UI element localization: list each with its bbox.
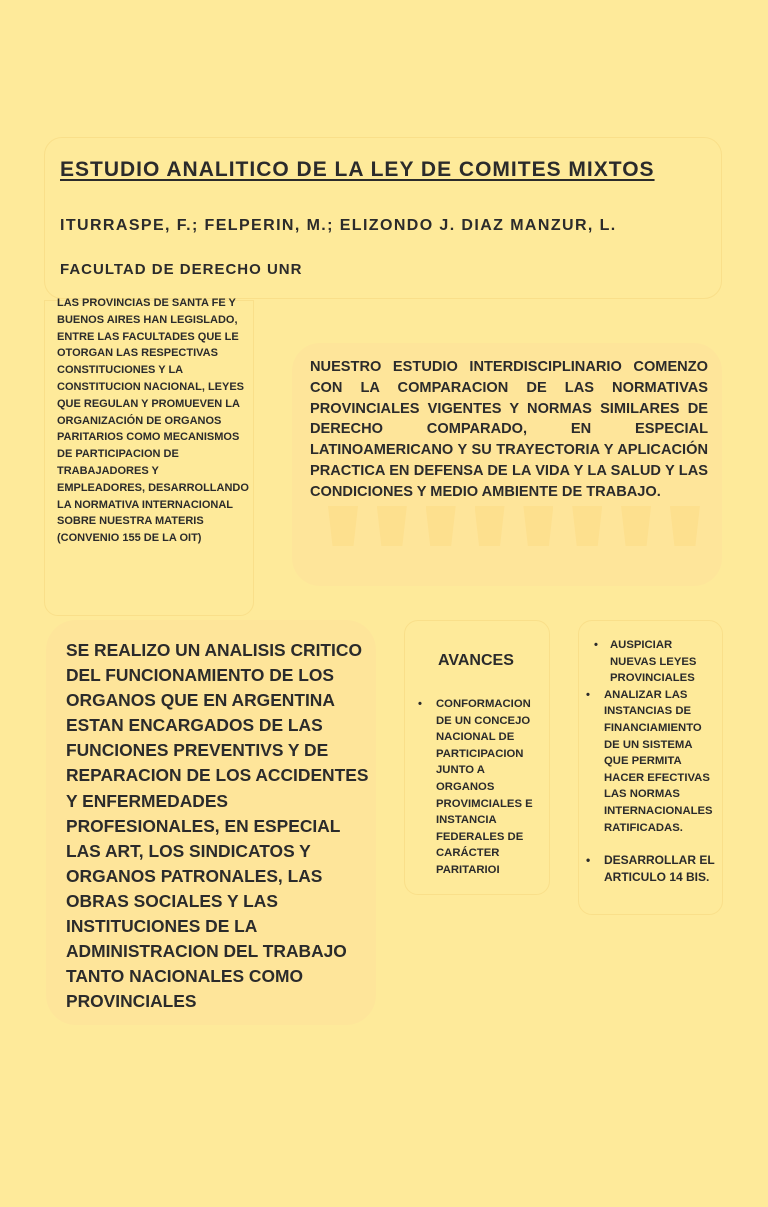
study-text: NUESTRO ESTUDIO INTERDISCIPLINARIO COMENZO CON LA COMPARACION DE LAS NORMATIVAS PROVINCIALES VIGENTES Y NORMAS SIMILARES DE DERECHO COMPARADO, EN ESPECIAL LATINOAMERICANO Y SU TRAYECTORIA Y APLICACIÓN PRACTICA EN DEFENSA DE LA VIDA Y LA SALUD Y LAS CONDICIONES Y MEDIO AMBIENTE DE TRABAJO. xyxy=(310,359,708,500)
authors-line: ITURRASPE, F.; FELPERIN, M.; ELIZONDO J. DIAZ MANZUR, L. xyxy=(60,217,617,234)
decorative-cup-shape xyxy=(377,506,407,546)
bullet-icon: • xyxy=(586,688,590,701)
decorative-cup-shape xyxy=(475,506,505,546)
decorative-cup-shape xyxy=(328,506,358,546)
decorative-cup-shape xyxy=(572,506,602,546)
decorative-cup-shape xyxy=(670,506,700,546)
faculty-line: FACULTAD DE DERECHO UNR xyxy=(60,261,303,278)
decorative-cup-shape xyxy=(621,506,651,546)
decorative-cup-shape xyxy=(523,506,553,546)
critical-analysis-text: SE REALIZO UN ANALISIS CRITICO DEL FUNCIONAMIENTO DE LOS ORGANOS QUE EN ARGENTINA ESTAN ENCARGADOS DE LAS FUNCIONES PREVENTIVS Y DE REPARACION DE LOS ACCIDENTES Y ENFERMEDADES PROFESIONALES, EN ESPECIAL LAS ART, LOS SINDICATOS Y ORGANOS PATRONALES, LAS OBRAS SOCIALES Y LAS INSTITUCIONES DE LA ADMINISTRACION DEL TRABAJO TANTO NACIONALES COMO PROVINCIALES xyxy=(66,640,369,1012)
list-item xyxy=(586,687,718,836)
avances-list xyxy=(418,696,540,879)
list-item xyxy=(586,852,718,885)
list-item-text: DESARROLLAR EL ARTICULO 14 BIS. xyxy=(604,853,715,884)
bullet-icon: • xyxy=(586,853,591,868)
provinces-text: LAS PROVINCIAS DE SANTA FE Y BUENOS AIRES HAN LEGISLADO, ENTRE LAS FACULTADES QUE LE OTORGAN LAS RESPECTIVAS CONSTITUCIONES Y LA CONSTITUCION NACIONAL, LEYES QUE REGULAN Y PROMUEVEN LA ORGANIZACIÓN DE ORGANOS PARITARIOS COMO MECANISMOS DE PARTICIPACION DE TRABAJADORES Y EMPLEADORES, DESARROLLANDO LA NORMATIVA INTERNACIONAL SOBRE NUESTRA MATERIS (CONVENIO 155 DE LA OIT) xyxy=(57,297,249,545)
list-item-text: CONFORMACION DE UN CONCEJO NACIONAL DE PARTICIPACION JUNTO A ORGANOS PROVIMCIALES E INSTANCIA FEDERALES DE CARÁCTER PARITARIOI xyxy=(436,698,533,876)
list-item-text: ANALIZAR LAS INSTANCIAS DE FINANCIAMIENTO DE UN SISTEMA QUE PERMITA HACER EFECTIVAS LAS NORMAS INTERNACIONALES RATIFICADAS. xyxy=(604,688,713,834)
bullet-icon: • xyxy=(418,698,422,710)
decorative-cups xyxy=(328,506,700,550)
list-item-text: AUSPICIAR NUEVAS LEYES PROVINCIALES xyxy=(610,639,697,685)
poster-title: ESTUDIO ANALITICO DE LA LEY DE COMITES MIXTOS xyxy=(60,158,655,181)
list-item xyxy=(418,696,540,879)
list-item xyxy=(586,637,718,687)
goals-list xyxy=(586,637,718,885)
decorative-cup-shape xyxy=(426,506,456,546)
avances-title: AVANCES xyxy=(438,652,514,669)
bullet-icon: • xyxy=(594,639,598,651)
